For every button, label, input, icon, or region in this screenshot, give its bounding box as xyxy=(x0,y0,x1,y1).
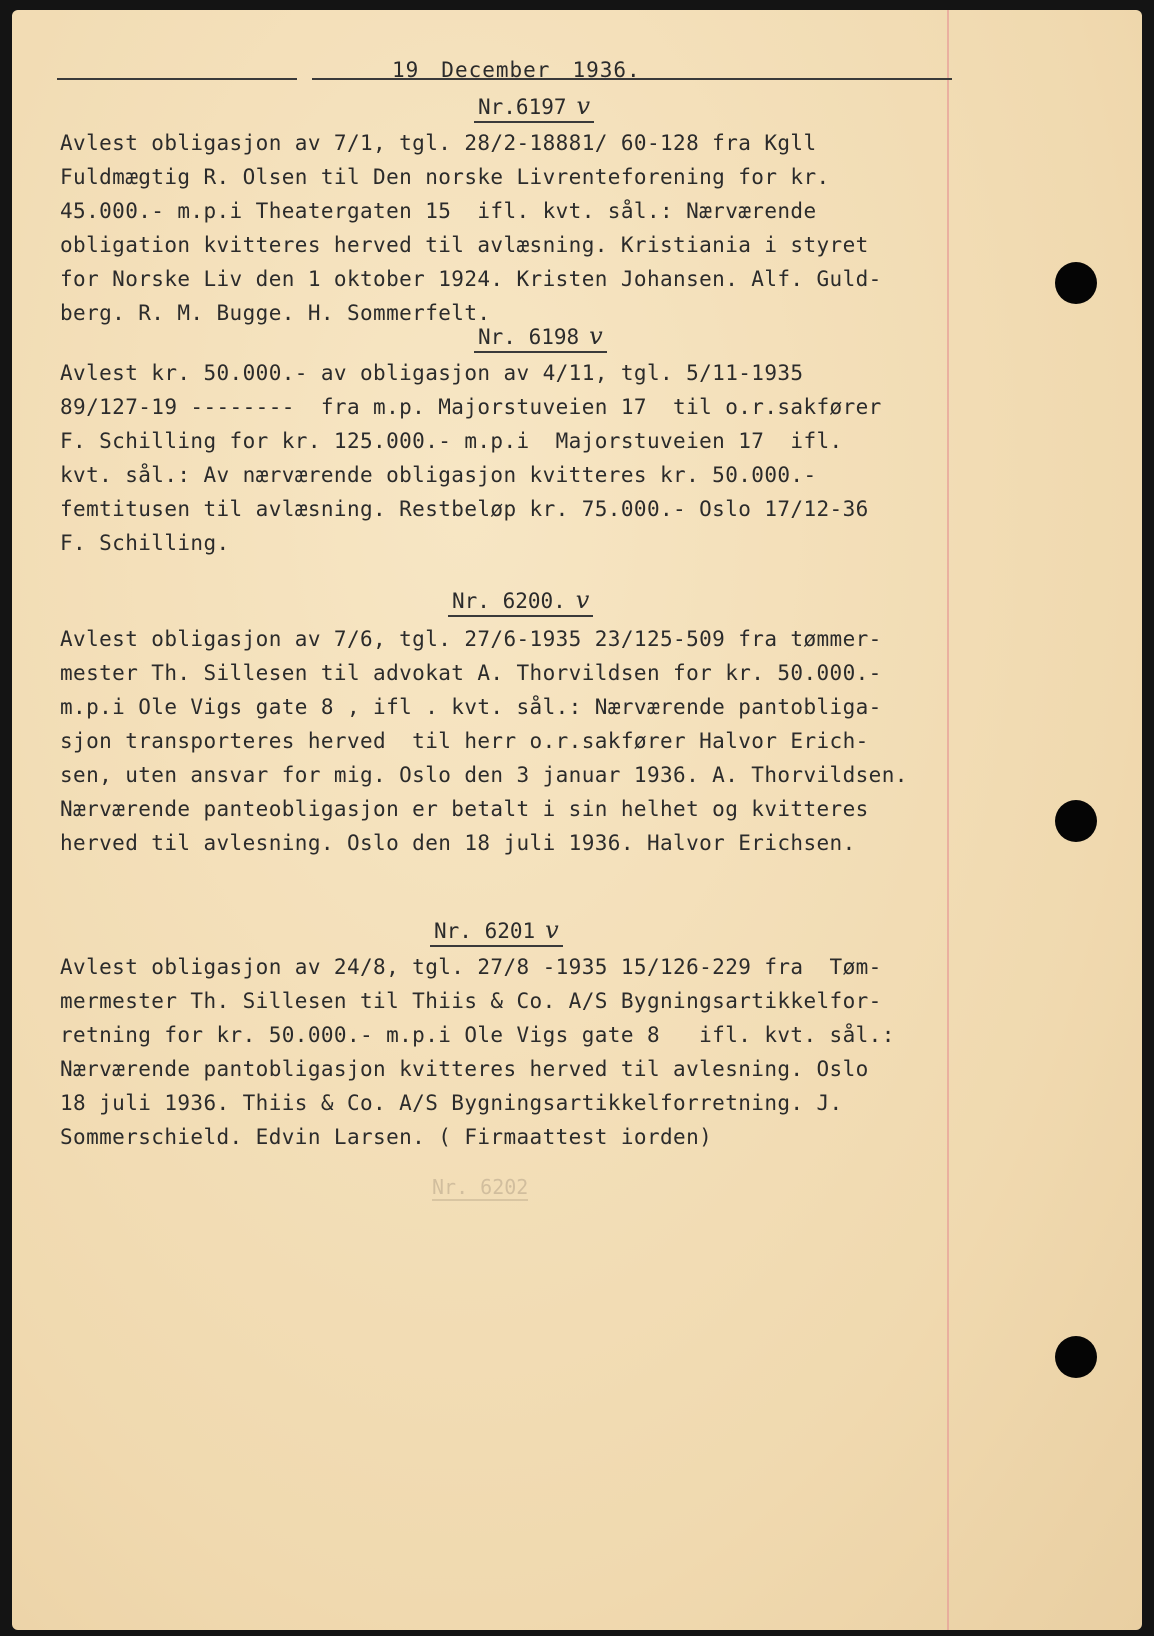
check-mark-6201: v xyxy=(545,916,559,944)
entry-text-6201 xyxy=(60,950,940,1154)
text-line: berg. R. M. Bugge. H. Sommerfelt. xyxy=(60,301,491,325)
punch-hole-middle xyxy=(1055,800,1097,842)
text-line: retning for kr. 50.000.- m.p.i Ole Vigs gate 8 ifl. kvt. sål.: xyxy=(60,1023,895,1047)
text-line: Sommerschield. Edvin Larsen. ( Firmaattest iorden) xyxy=(60,1125,713,1149)
check-mark-6200: v xyxy=(575,586,590,614)
text-line: sen, uten ansvar for mig. Oslo den 3 januar 1936. A. Thorvildsen. xyxy=(60,763,908,787)
text-line: sjon transporteres herved til herr o.r.sakfører Halvor Erich- xyxy=(60,729,869,753)
text-line: herved til avlesning. Oslo den 18 juli 1936. Halvor Erichsen. xyxy=(60,831,856,855)
punch-hole-top xyxy=(1055,262,1097,304)
text-line: F. Schilling for kr. 125.000.- m.p.i Majorstuveien 17 ifl. xyxy=(60,429,843,453)
text-line: mester Th. Sillesen til advokat A. Thorvildsen for kr. 50.000.- xyxy=(60,661,882,685)
entry-text-6200 xyxy=(60,622,940,860)
entry-number-6201: Nr. 6201 v xyxy=(430,916,563,947)
entry-text-6197 xyxy=(60,126,940,330)
text-line: m.p.i Ole Vigs gate 8 , ifl . kvt. sål.: Nærværende pantobliga- xyxy=(60,695,882,719)
text-line: Avlest obligasjon av 7/6, tgl. 27/6-1935 23/125-509 fra tømmer- xyxy=(60,627,882,651)
text-line: femtitusen til avlæsning. Restbeløp kr. 75.000.- Oslo 17/12-36 xyxy=(60,497,869,521)
punch-hole-bottom xyxy=(1055,1336,1097,1378)
date-year: 1936. xyxy=(572,58,641,82)
text-line: Avlest obligasjon av 24/8, tgl. 27/8 -1935 15/126-229 fra Tøm- xyxy=(60,955,882,979)
text-line: Avlest kr. 50.000.- av obligasjon av 4/11, tgl. 5/11-1935 xyxy=(60,361,804,385)
text-line: mermester Th. Sillesen til Thiis & Co. A/S Bygningsartikkelfor- xyxy=(60,989,882,1013)
check-mark-6197: v xyxy=(576,92,591,120)
text-line: obligation kvitteres herved til avlæsning. Kristiania i styret xyxy=(60,233,869,257)
header-rule-left xyxy=(57,78,297,80)
check-mark-6198: v xyxy=(589,322,603,350)
page-date xyxy=(392,58,663,82)
date-month: December xyxy=(441,58,551,82)
text-line: Avlest obligasjon av 7/1, tgl. 28/2-18881/ 60-128 fra Kgll xyxy=(60,131,817,155)
date-day: 19 xyxy=(392,58,420,82)
document-page xyxy=(12,10,1142,1630)
text-line: 18 juli 1936. Thiis & Co. A/S Bygningsartikkelforretning. J. xyxy=(60,1091,843,1115)
entry-number-6197: Nr.6197 v xyxy=(474,92,594,123)
margin-line xyxy=(947,10,949,1630)
text-line: Fuldmægtig R. Olsen til Den norske Livrenteforening for kr. xyxy=(60,165,830,189)
text-line: 89/127-19 -------- fra m.p. Majorstuveien 17 til o.r.sakfører xyxy=(60,395,882,419)
text-line: F. Schilling. xyxy=(60,531,230,555)
text-line: 45.000.- m.p.i Theatergaten 15 ifl. kvt. sål.: Nærværende xyxy=(60,199,817,223)
text-line: for Norske Liv den 1 oktober 1924. Kristen Johansen. Alf. Guld- xyxy=(60,267,882,291)
entry-text-6198 xyxy=(60,356,940,560)
text-line: kvt. sål.: Av nærværende obligasjon kvitteres kr. 50.000.- xyxy=(60,463,817,487)
entry-number-6198: Nr. 6198 v xyxy=(474,322,607,353)
faded-entry-number: Nr. 6202 xyxy=(432,1175,529,1199)
text-line: Nærværende pantobligasjon kvitteres herved til avlesning. Oslo xyxy=(60,1057,869,1081)
text-line: Nærværende panteobligasjon er betalt i sin helhet og kvitteres xyxy=(60,797,869,821)
entry-number-6200: Nr. 6200. v xyxy=(448,586,593,617)
